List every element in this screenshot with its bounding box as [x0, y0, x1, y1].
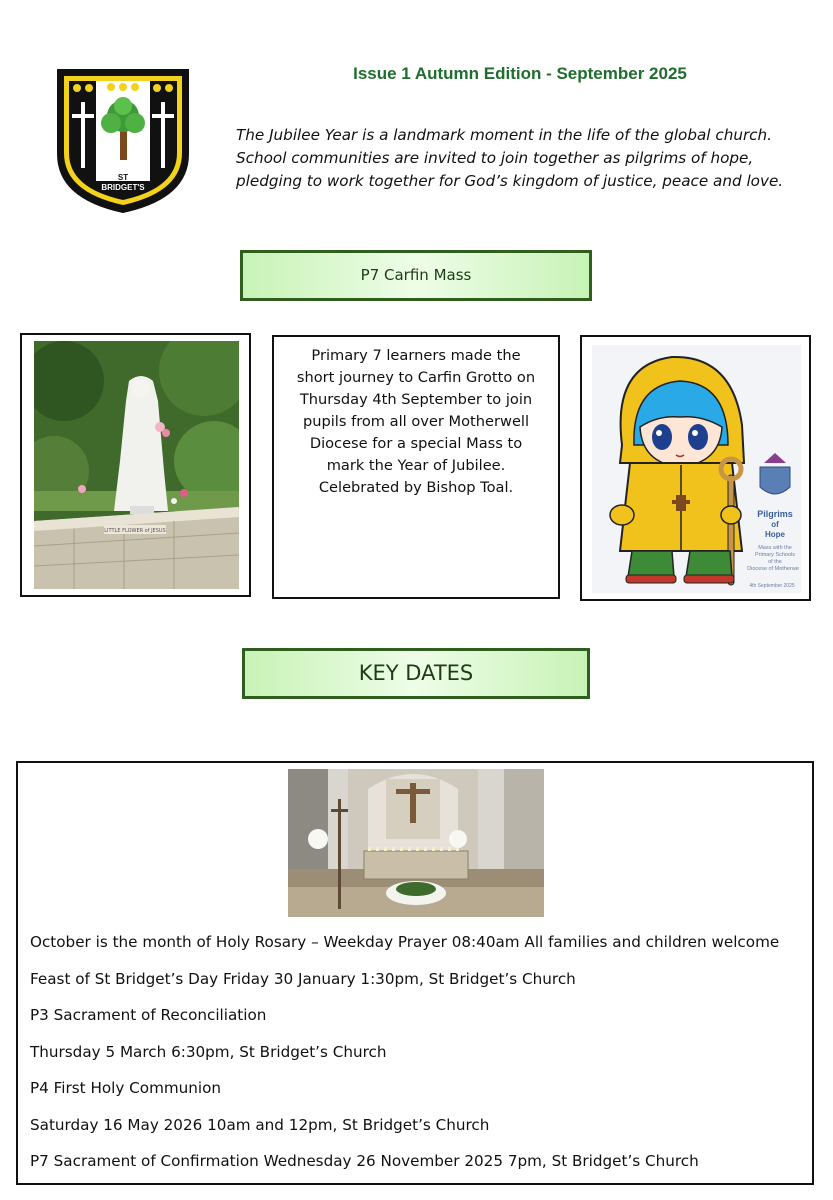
key-date-item: Feast of St Bridget’s Day Friday 30 January 1:30pm, St Bridget’s Church — [30, 970, 576, 988]
art-title-line3: Hope — [765, 530, 785, 539]
statue-plaque-text: LITTLE FLOWER of JESUS — [104, 528, 166, 534]
mass-text-line: Diocese for a special Mass to — [309, 435, 523, 452]
church-altar-photo — [288, 769, 544, 917]
art-caption-line1: Mass with the — [758, 545, 792, 551]
mass-text-line: Thursday 4th September to join — [299, 391, 533, 408]
jubilee-intro — [236, 124, 816, 193]
key-date-item: P3 Sacrament of Reconciliation — [30, 1006, 267, 1024]
key-dates-box — [16, 761, 814, 1185]
grotto-statue-photo — [34, 341, 239, 589]
mass-text-line: pupils from all over Motherwell — [302, 413, 530, 430]
art-date: 4th September 2025 — [749, 583, 795, 589]
art-caption-line2: Primary Schools — [754, 552, 796, 558]
crest-name-line1: ST — [117, 173, 129, 182]
carfin-mass-description — [282, 345, 550, 499]
school-crest — [56, 68, 190, 214]
mass-text-line: short journey to Carfin Grotto on — [296, 369, 536, 386]
statue-photo-frame — [20, 333, 251, 597]
art-caption-line4: Diocese of Motherwe — [747, 566, 799, 572]
art-title-line1: Pilgrims — [757, 509, 793, 519]
mass-text-line: mark the Year of Jubilee. — [326, 457, 506, 474]
key-date-item: P4 First Holy Communion — [30, 1079, 222, 1097]
key-date-item: P7 Sacrament of Confirmation Wednesday 26 November 2025 7pm, St Bridget’s Church — [30, 1152, 699, 1170]
carfin-mass-text-box — [272, 335, 560, 599]
pilgrims-of-hope-art-frame — [580, 335, 811, 601]
mass-text-line: Primary 7 learners made the — [311, 347, 521, 364]
pilgrims-of-hope-artwork — [592, 345, 801, 593]
key-date-item: October is the month of Holy Rosary – Weekday Prayer 08:40am All families and children welcome — [30, 933, 780, 951]
key-date-item: Saturday 16 May 2026 10am and 12pm, St Bridget’s Church — [30, 1116, 490, 1134]
intro-line: The Jubilee Year is a landmark moment in the life of the global church. — [236, 126, 772, 144]
carfin-mass-banner: P7 Carfin Mass — [240, 250, 592, 301]
mass-text-line: Celebrated by Bishop Toal. — [318, 479, 514, 496]
key-dates-banner: KEY DATES — [242, 648, 590, 699]
crest-name-line2: BRIDGET'S — [101, 183, 145, 192]
art-caption-line3: of the — [768, 559, 782, 565]
key-date-item: Thursday 5 March 6:30pm, St Bridget’s Church — [30, 1043, 387, 1061]
intro-line: pledging to work together for God’s kingdom of justice, peace and love. — [236, 172, 784, 190]
intro-line: School communities are invited to join together as pilgrims of hope, — [236, 149, 754, 167]
edition-heading: Issue 1 Autumn Edition - September 2025 — [353, 64, 687, 83]
art-title-line2: of — [771, 520, 779, 529]
